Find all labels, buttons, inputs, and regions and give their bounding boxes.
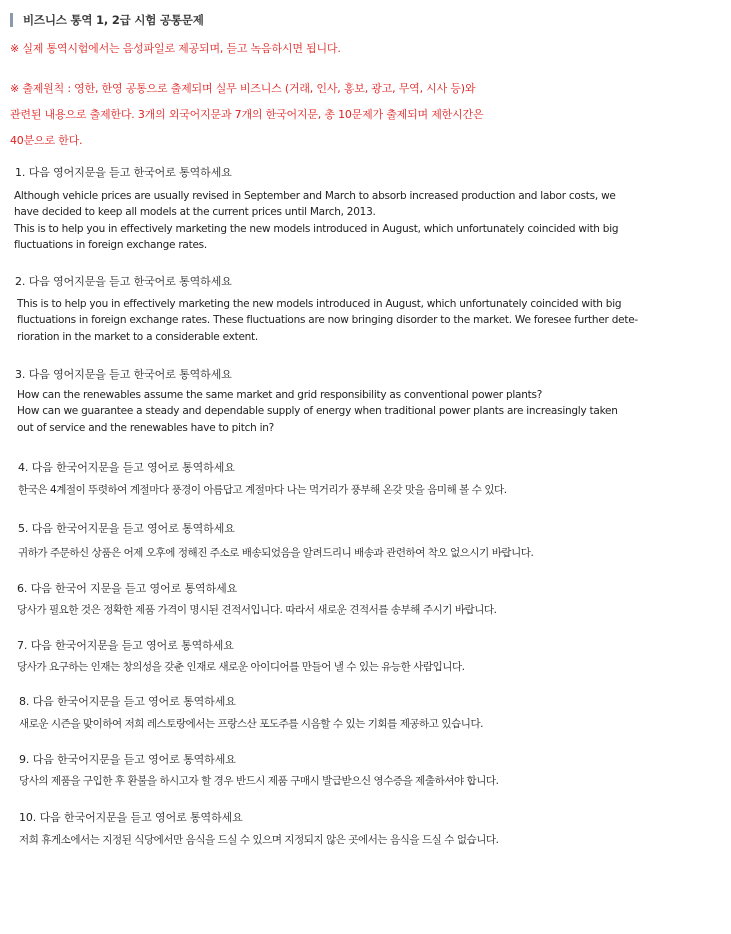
question-1-text [14, 188, 618, 254]
question-3-line-3: out of service and the renewables have to pitch in? [17, 421, 274, 434]
question-2-line-3: rioration in the market to a considerable extent. [17, 330, 259, 343]
question-4-text: 한국은 4계절이 뚜렷하여 계절마다 풍경이 아름답고 계절마다 나는 먹거리가 풍부해 온갖 맛을 음미해 볼 수 있다. [18, 484, 507, 496]
question-5-title: 5. 다음 한국어지문을 듣고 영어로 통역하세요 [18, 522, 235, 535]
question-7-title: 7. 다음 한국어지문을 듣고 영어로 통역하세요 [17, 639, 234, 652]
question-6-text: 당사가 필요한 것은 정확한 제품 가격이 명시된 견적서입니다. 따라서 새로운 견적서를 송부해 주시기 바랍니다. [17, 604, 497, 616]
question-3-text [17, 387, 618, 436]
question-1-line-2: have decided to keep all models at the current prices until March, 2013. [14, 206, 376, 219]
question-8-text: 새로운 시즌을 맞이하여 저희 레스토랑에서는 프랑스산 포도주를 시음할 수 있는 기회를 제공하고 있습니다. [19, 718, 484, 730]
question-6-title: 6. 다음 한국어 지문을 듣고 영어로 통역하세요 [17, 582, 238, 595]
question-2-line-1: This is to help you in effectively marketing the new models introduced in August, which unfortunately coincided with big [17, 298, 622, 310]
question-4-title: 4. 다음 한국어지문을 듣고 영어로 통역하세요 [18, 461, 235, 474]
question-7-text: 당사가 요구하는 인재는 창의성을 갖춘 인재로 새로운 아이디어를 만들어 낼 수 있는 유능한 사람입니다. [17, 661, 465, 673]
question-3-line-2: How can we guarantee a steady and dependable supply of energy when traditional power plants are increasingly taken [17, 405, 618, 418]
question-2-title: 2. 다음 영어지문을 듣고 한국어로 통역하세요 [15, 275, 232, 288]
question-9-title: 9. 다음 한국어지문을 듣고 영어로 통역하세요 [19, 753, 236, 766]
question-3-line-1: How can the renewables assume the same market and grid responsibility as conventional power plants? [17, 389, 543, 401]
question-2-line-2: fluctuations in foreign exchange rates. These fluctuations are now bringing disorder to the market. We foresee further dete- [17, 314, 638, 327]
question-3-title: 3. 다음 영어지문을 듣고 한국어로 통역하세요 [15, 368, 232, 381]
question-10-title: 10. 다음 한국어지문을 듣고 영어로 통역하세요 [19, 811, 243, 824]
header-accent-bar [10, 13, 13, 27]
notice-principle-line-1: ※ 출제원칙 : 영한, 한영 공통으로 출제되며 실무 비즈니스 (거래, 인사, 홍보, 광고, 무역, 시사 등)와 [10, 82, 476, 95]
question-1-title: 1. 다음 영어지문을 듣고 한국어로 통역하세요 [15, 166, 232, 179]
question-1-line-3: This is to help you in effectively marketing the new models introduced in August, which unfortunately coincided with big [14, 222, 619, 235]
notice-principle-line-2: 관련된 내용으로 출제한다. 3개의 외국어지문과 7개의 한국어지문, 총 10문제가 출제되며 제한시간은 [10, 108, 484, 121]
question-1-line-4: fluctuations in foreign exchange rates. [14, 239, 207, 252]
question-8-title: 8. 다음 한국어지문을 듣고 영어로 통역하세요 [19, 695, 236, 708]
page-title: 비즈니스 통역 1, 2급 시험 공통문제 [23, 13, 204, 27]
notice-principle-line-3: 40분으로 한다. [10, 134, 83, 147]
question-5-text: 귀하가 주문하신 상품은 어제 오후에 정해진 주소로 배송되었음을 알려드리니 배송과 관련하여 착오 없으시기 바랍니다. [18, 547, 534, 559]
notice-audio: ※ 실제 통역시험에서는 음성파일로 제공되며, 듣고 녹음하시면 됩니다. [10, 42, 341, 55]
question-9-text: 당사의 제품을 구입한 후 환불을 하시고자 할 경우 반드시 제품 구매시 발급받으신 영수증을 제출하셔야 합니다. [19, 775, 499, 787]
question-10-text: 저희 휴게소에서는 지정된 식당에서만 음식을 드실 수 있으며 지정되지 않은 곳에서는 음식을 드실 수 없습니다. [19, 834, 499, 846]
question-1-line-1: Although vehicle prices are usually revised in September and March to absorb increased production and labor costs, we [14, 190, 616, 202]
document-header [10, 12, 204, 28]
question-2-text [17, 296, 638, 345]
